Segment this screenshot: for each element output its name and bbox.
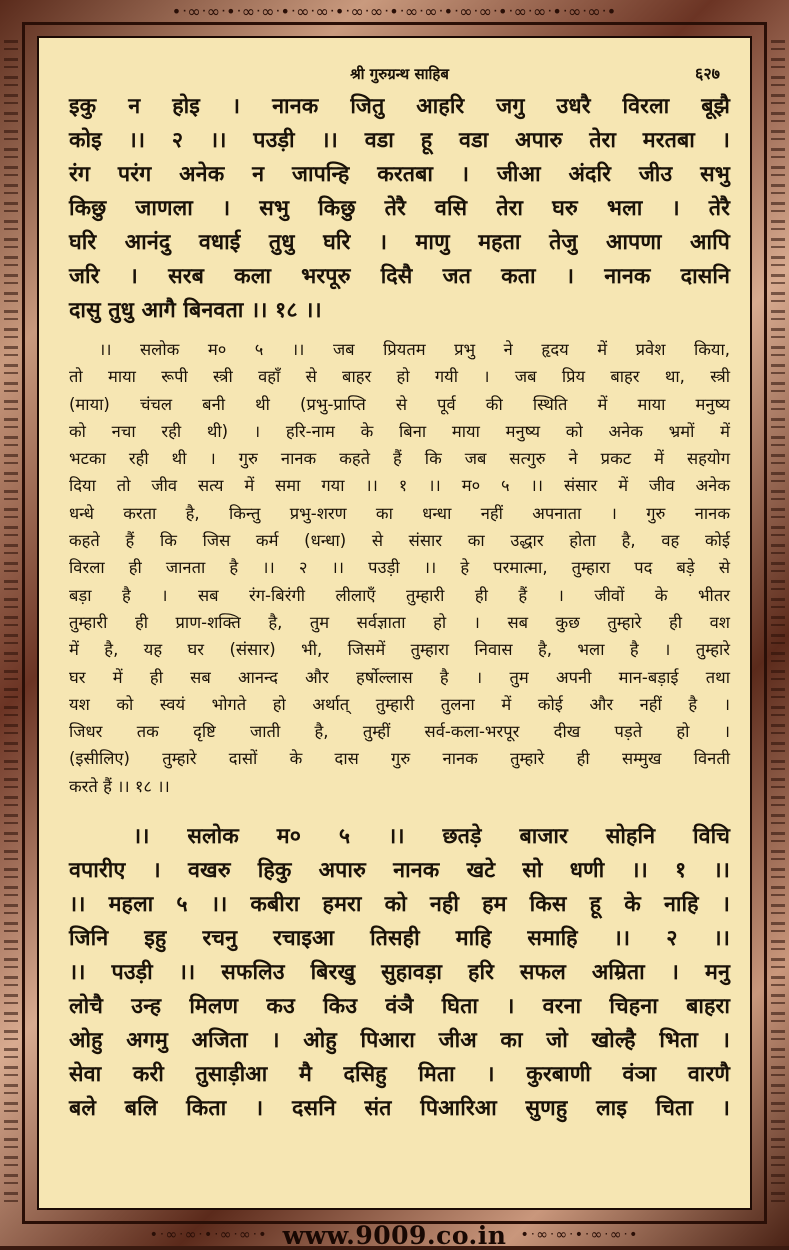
verse-line: बले बलि किता । दसनि संत पिआरिआ सुणहु लाइ चिता ।: [69, 1096, 730, 1122]
page-header: [69, 56, 730, 90]
scripture-page: [37, 36, 752, 1210]
translation-line: करते हैं ।। १८ ।।: [69, 776, 170, 796]
page-title: श्री गुरुग्रन्थ साहिब: [350, 65, 449, 83]
verse-line: इकु न होइ । नानक जितु आहरि जगु उधरै विरला बूझै: [69, 94, 730, 119]
translation-line: ।। सलोक म० ५ ।। जब प्रियतम प्रभु ने हृदय में प्रवेश किया,: [99, 340, 730, 359]
translation-line: कहते हैं कि जिस कर्म (धन्धा) से संसार का उद्धार होता है, वह कोई: [69, 531, 730, 551]
translation-line: धन्धे करता है, किन्तु प्रभु-शरण का धन्धा नहीं अपनाता । गुरु नानक: [69, 503, 730, 523]
verse-line: घरि आनंदु वधाई तुधु घरि । माणु महता तेजु आपणा आपि: [69, 230, 730, 255]
hindi-translation: [69, 336, 730, 800]
translation-line: में है, यह घर (संसार) भी, जिसमें तुम्हारा निवास है, भला है । तुम्हारे: [69, 640, 730, 660]
ornament-pattern-icon: •ᐧ∞ᐧ∞ᐧ•ᐧ∞ᐧ∞ᐧ•ᐧ∞ᐧ∞ᐧ•ᐧ∞ᐧ∞ᐧ•ᐧ∞ᐧ∞ᐧ•ᐧ∞ᐧ∞ᐧ•ᐧ∞ᐧ∞ᐧ•ᐧ∞ᐧ∞ᐧ•: [171, 1, 618, 21]
translation-line: दिया तो जीव सत्य में समा गया ।। १ ।। म० ५ ।। संसार में जीव अनेक: [69, 476, 730, 496]
gurbani-verse-top: [69, 90, 730, 328]
translation-line: तुम्हारी ही प्राण-शक्ति है, तुम सर्वज्ञाता हो । सब कुछ तुम्हारे ही वश: [69, 612, 730, 632]
translation-line: जिधर तक दृष्टि जाती है, तुम्हीं सर्व-कला-भरपूर दीख पड़ते हो ।: [69, 722, 730, 742]
translation-line: घर में ही सब आनन्द और हर्षोल्लास है । तुम अपनी मान-बड़ाई तथा: [69, 667, 730, 687]
translation-line: बड़ा है । सब रंग-बिरंगी लीलाएँ तुम्हारी ही हैं । जीवों के भीतर: [69, 585, 730, 605]
verse-line: ।। पउड़ी ।। सफलिउ बिरखु सुहावड़ा हरि सफल अम्रिता । मनु: [69, 960, 730, 986]
translation-line: विरला ही जानता है ।। २ ।। पउड़ी ।। हे परमात्मा, तुम्हारा पद बड़े से: [69, 558, 730, 578]
footer: [0, 1220, 789, 1250]
translation-line: (माया) चंचल बनी थी (प्रभु-प्राप्ति से पूर्व की स्थिति में माया मनुष्य: [69, 394, 730, 414]
verse-line: ।। सलोक म० ५ ।। छतड़े बाजार सोहनि विचि: [133, 824, 730, 850]
verse-line: ।। महला ५ ।। कबीरा हमरा को नही हम किस हू के नाहि ।: [69, 892, 730, 918]
ornament-left-icon: •ᐧ∞ᐧ∞ᐧ•ᐧ∞ᐧ∞ᐧ•: [149, 1227, 269, 1243]
verse-line: लोचै उन्ह मिलण कउ किउ वंञै घिता । वरना चिहना बाहरा: [69, 994, 730, 1020]
gurbani-verse-bottom: [69, 820, 730, 1126]
translation-line: यश को स्वयं भोगते हो अर्थात् तुम्हारी तुलना में कोई और नहीं है ।: [69, 694, 730, 714]
verse-line: किछु जाणला । सभु किछु तेरै वसि तेरा घरु भला । तेरै: [69, 196, 730, 221]
verse-line: कोइ ।। २ ।। पउड़ी ।। वडा हू वडा अपारु तेरा मरतबा ।: [69, 128, 730, 153]
left-border-ornament: [4, 40, 18, 1206]
verse-line: जिनि इहु रचनु रचाइआ तिसही माहि समाहि ।। २ ।।: [69, 926, 730, 952]
verse-line: दासु तुधु आगै बिनवता ।। १८ ।।: [69, 298, 322, 323]
translation-line: (इसीलिए) तुम्हारे दासों के दास गुरु नानक तुम्हारे ही सम्मुख विनती: [69, 749, 730, 769]
verse-line: जरि । सरब कला भरपूरु दिसै जत कता । नानक दासनि: [69, 264, 730, 289]
website-link[interactable]: www.9009.co.in: [282, 1220, 507, 1250]
translation-line: को नचा रही थी) । हरि-नाम के बिना माया मनुष्य को अनेक भ्रमों में: [69, 421, 730, 441]
section-gap: [69, 800, 730, 820]
top-border-ornament: [0, 0, 789, 22]
verse-line: रंग परंग अनेक न जापन्हि करतबा । जीआ अंदरि जीउ सभु: [69, 162, 730, 187]
verse-line: वपारीए । वखरु हिकु अपारु नानक खटे सो धणी ।। १ ।।: [69, 858, 730, 884]
translation-line: तो माया रूपी स्त्री वहाँ से बाहर हो गयी । जब प्रिय बाहर था, स्त्री: [69, 367, 730, 387]
verse-line: सेवा करी तुसाड़ीआ मै दसिहु मिता । कुरबाणी वंञा वारणै: [69, 1062, 730, 1088]
right-border-ornament: [771, 40, 785, 1206]
ornament-right-icon: •ᐧ∞ᐧ∞ᐧ•ᐧ∞ᐧ∞ᐧ•: [520, 1227, 640, 1243]
page-number: ६२७: [695, 64, 720, 83]
translation-line: भटका रही थी । गुरु नानक कहते हैं कि जब सत्गुरु ने प्रकट में सहयोग: [69, 449, 730, 469]
verse-line: ओहु अगमु अजिता । ओहु पिआरा जीअ का जो खोल्है भिता ।: [69, 1028, 730, 1054]
